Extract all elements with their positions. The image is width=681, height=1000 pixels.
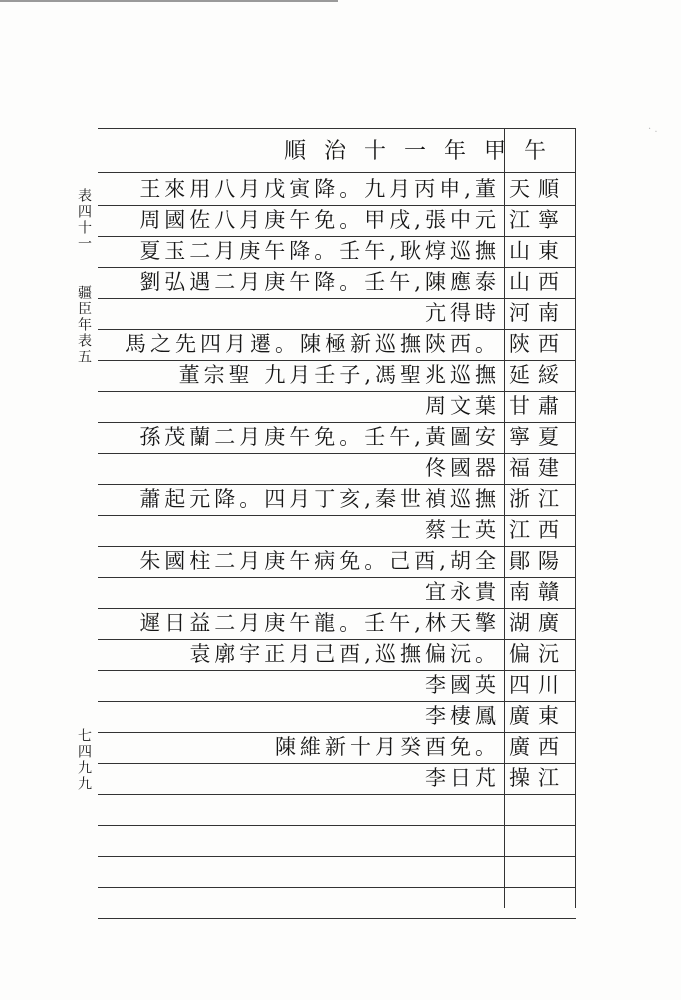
row-place-name (506, 796, 570, 823)
row-place-name: 江寧 (509, 208, 567, 232)
margin-title: 疆臣年表五 (76, 285, 92, 365)
table-row (98, 608, 576, 639)
row-place-name (506, 889, 570, 916)
row-entry-text: 周國佐八月庚午免。甲戌,張中元 (139, 208, 500, 232)
row-entry-text (102, 796, 500, 823)
row-entry-text: 亢得時 (425, 301, 500, 325)
table-row (98, 732, 576, 763)
row-rule (98, 918, 576, 919)
row-place-name: 山西 (509, 270, 567, 294)
row-place-name: 寧夏 (509, 425, 567, 449)
row-entry-text: 宜永貴 (425, 580, 500, 604)
era-header: 順治十一年甲午 (283, 139, 564, 164)
table-row (98, 546, 576, 577)
margin-table-number: 表四十一 (76, 188, 92, 252)
table-row (98, 236, 576, 267)
row-place-name: 陝西 (509, 332, 567, 356)
row-place-name: 河南 (509, 301, 567, 325)
row-entry-text: 王來用八月戊寅降。九月丙申,董 (139, 177, 500, 201)
table-row (98, 825, 576, 856)
table-row (98, 887, 576, 918)
row-entry-text: 佟國器 (425, 456, 500, 480)
table-row (98, 670, 576, 701)
table-row (98, 794, 576, 825)
table-row (98, 856, 576, 887)
row-place-name: 鄖陽 (509, 549, 567, 573)
header-row (98, 128, 576, 172)
row-place-name: 廣西 (509, 735, 567, 759)
table-row (98, 577, 576, 608)
row-place-name: 甘肅 (509, 394, 567, 418)
row-entry-text: 蕭起元降。四月丁亥,秦世禎巡撫 (139, 487, 500, 511)
table-row (98, 267, 576, 298)
row-entry-text: 馬之先四月遷。陳極新巡撫陝西。 (125, 332, 500, 356)
table-row (98, 484, 576, 515)
page-speck: · . (648, 124, 658, 135)
row-entry-text (102, 889, 500, 916)
row-place-name: 操江 (509, 766, 567, 790)
row-entry-text: 劉弘遇二月庚午降。壬午,陳應泰 (139, 270, 500, 294)
row-entry-text: 周文葉 (425, 394, 500, 418)
table-row (98, 360, 576, 391)
row-place-name: 浙江 (509, 487, 567, 511)
row-entry-text: 李國英 (425, 673, 500, 697)
row-place-name: 廣東 (509, 704, 567, 728)
table-row (98, 391, 576, 422)
row-entry-text: 蔡士英 (425, 518, 500, 542)
table-row (98, 763, 576, 794)
row-place-name: 四川 (509, 673, 567, 697)
row-entry-text (102, 827, 500, 854)
table-row (98, 639, 576, 670)
row-place-name (506, 827, 570, 854)
row-place-name: 福建 (509, 456, 567, 480)
table-row (98, 205, 576, 236)
row-entry-text: 陳維新十月癸酉免。 (275, 735, 500, 759)
row-place-name: 山東 (509, 239, 567, 263)
row-place-name: 延綏 (509, 363, 567, 387)
table-row (98, 298, 576, 329)
row-place-name: 江西 (509, 518, 567, 542)
row-place-name: 湖廣 (509, 611, 567, 635)
row-entry-text: 李日芃 (425, 766, 500, 790)
row-place-name: 偏沅 (509, 642, 567, 666)
row-place-name: 天順 (509, 177, 567, 201)
row-entry-text (102, 858, 500, 885)
table-row (98, 174, 576, 205)
row-place-name (506, 858, 570, 885)
row-entry-text: 袁廓宇正月己酉,巡撫偏沅。 (189, 642, 500, 666)
table-row (98, 329, 576, 360)
table-row (98, 422, 576, 453)
row-entry-text: 夏玉二月庚午降。壬午,耿焞巡撫 (139, 239, 500, 263)
table-row (98, 701, 576, 732)
row-entry-text: 董宗聖 九月壬子,馮聖兆巡撫 (178, 363, 500, 387)
header-bottom-border (98, 172, 576, 173)
page-number: 七四九九 (76, 728, 92, 792)
row-place-name: 南贛 (509, 580, 567, 604)
row-entry-text: 遲日益二月庚午龍。壬午,林天擎 (139, 611, 500, 635)
official-table (98, 128, 576, 908)
table-row (98, 515, 576, 546)
row-entry-text: 孫茂蘭二月庚午免。壬午,黃圖安 (139, 425, 500, 449)
row-entry-text: 朱國柱二月庚午病免。己酉,胡全 (139, 549, 500, 573)
row-entry-text: 李棲鳳 (425, 704, 500, 728)
top-rule (0, 0, 338, 2)
table-row (98, 453, 576, 484)
